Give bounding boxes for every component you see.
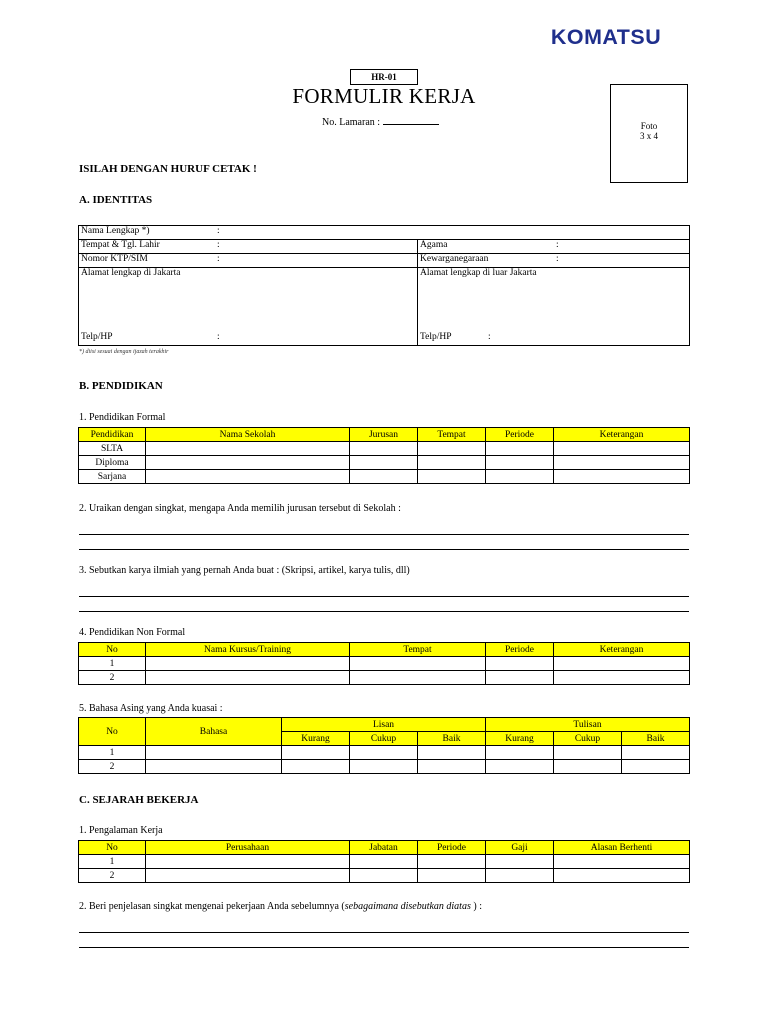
nonformal-header-row (79, 643, 690, 657)
answer-line[interactable] (79, 549, 689, 550)
bahasa-level: Kurang (486, 732, 554, 746)
table-cell[interactable] (486, 470, 554, 484)
bahasa-header-no: No (79, 718, 146, 746)
telp-left-cell[interactable] (79, 332, 418, 346)
nonformal-header: No (79, 643, 146, 657)
pengalaman-header: Alasan Berhenti (554, 841, 690, 855)
bahasa-header-tulisan: Tulisan (486, 718, 690, 732)
agama-label: Agama (420, 240, 448, 250)
table-cell[interactable] (146, 746, 282, 760)
table-cell[interactable] (486, 657, 554, 671)
table-cell[interactable] (350, 442, 418, 456)
photo-label: Foto (640, 121, 658, 131)
pengalaman-header: Gaji (486, 841, 554, 855)
table-cell[interactable] (146, 442, 350, 456)
row-number: 1 (79, 657, 146, 671)
table-cell[interactable] (350, 456, 418, 470)
nonformal-table (78, 642, 690, 685)
table-cell[interactable] (418, 442, 486, 456)
pengalaman-header: Perusahaan (146, 841, 350, 855)
telp-right-cell[interactable] (418, 332, 690, 346)
no-lamaran-field[interactable] (322, 116, 439, 128)
telp-right-label: Telp/HP (420, 332, 452, 342)
table-cell[interactable] (554, 456, 690, 470)
ktp-colon: : (217, 254, 220, 264)
ttl-cell[interactable] (79, 240, 418, 254)
table-cell[interactable] (622, 760, 690, 774)
telp-left-colon: : (217, 332, 220, 342)
table-cell[interactable] (146, 456, 350, 470)
bahasa-level: Cukup (554, 732, 622, 746)
pengalaman-table (78, 840, 690, 883)
table-cell[interactable] (146, 671, 350, 685)
table-row (79, 869, 690, 883)
ttl-label: Tempat & Tgl. Lahir (81, 240, 160, 250)
page-title: FORMULIR KERJA (292, 84, 476, 108)
table-cell[interactable] (554, 746, 622, 760)
answer-line[interactable] (79, 611, 689, 612)
bahasa-header-row (79, 718, 690, 732)
section-sejarah-heading: C. SEJARAH BEKERJA (79, 794, 199, 806)
nama-row[interactable] (79, 226, 690, 240)
identitas-note: *) diisi sesuai dengan ijazah terakhir (79, 349, 169, 355)
bahasa-level: Cukup (350, 732, 418, 746)
section-pendidikan-heading: B. PENDIDIKAN (79, 380, 163, 392)
kewarganegaraan-cell[interactable] (418, 254, 690, 268)
bahasa-header-bahasa: Bahasa (146, 718, 282, 746)
table-row (79, 671, 690, 685)
table-cell[interactable] (486, 869, 554, 883)
table-cell[interactable] (418, 869, 486, 883)
question-pekerjaan-end: ) : (470, 901, 482, 912)
nonformal-header: Tempat (350, 643, 486, 657)
photo-size: 3 x 4 (640, 131, 658, 141)
answer-line[interactable] (79, 534, 689, 535)
row-number: 2 (79, 760, 146, 774)
table-cell[interactable] (146, 657, 350, 671)
ktp-label: Nomor KTP/SIM (81, 254, 148, 264)
bahasa-level: Baik (418, 732, 486, 746)
answer-line[interactable] (79, 932, 689, 933)
table-cell[interactable] (486, 855, 554, 869)
table-cell[interactable] (418, 456, 486, 470)
agama-cell[interactable] (418, 240, 690, 254)
table-cell[interactable] (486, 746, 554, 760)
bahasa-header-lisan: Lisan (282, 718, 486, 732)
bahasa-level: Baik (622, 732, 690, 746)
question-pekerjaan-italic: sebagaimana disebutkan diatas (344, 901, 471, 912)
question-karya-ilmiah: 3. Sebutkan karya ilmiah yang pernah Anda buat : (Skripsi, artikel, karya tulis, dll) (79, 565, 410, 576)
table-row (79, 657, 690, 671)
table-row (79, 855, 690, 869)
formal-title: 1. Pendidikan Formal (79, 412, 166, 423)
table-row (79, 760, 690, 774)
table-cell[interactable] (554, 470, 690, 484)
question-jurusan: 2. Uraikan dengan singkat, mengapa Anda memilih jurusan tersebut di Sekolah : (79, 503, 401, 514)
pengalaman-header: Jabatan (350, 841, 418, 855)
table-cell[interactable] (282, 760, 350, 774)
no-lamaran-label: No. Lamaran : (322, 117, 381, 128)
pengalaman-title: 1. Pengalaman Kerja (79, 825, 163, 836)
formal-header: Keterangan (554, 428, 690, 442)
form-code: HR-01 (350, 69, 418, 85)
table-cell[interactable] (418, 746, 486, 760)
formal-table (78, 427, 690, 484)
identitas-table (78, 225, 690, 346)
table-cell[interactable] (418, 855, 486, 869)
table-cell[interactable] (554, 657, 690, 671)
row-number: 1 (79, 855, 146, 869)
row-number: 2 (79, 869, 146, 883)
table-cell[interactable] (350, 470, 418, 484)
table-cell[interactable] (350, 657, 486, 671)
alamat-luar-label: Alamat lengkap di luar Jakarta (420, 268, 537, 278)
row-number: 1 (79, 746, 146, 760)
table-cell[interactable] (350, 855, 418, 869)
table-cell[interactable] (350, 869, 418, 883)
pengalaman-header: No (79, 841, 146, 855)
table-row (79, 746, 690, 760)
table-cell[interactable] (554, 442, 690, 456)
table-cell[interactable] (486, 442, 554, 456)
table-cell[interactable] (350, 671, 486, 685)
table-cell[interactable] (146, 855, 350, 869)
pengalaman-header-row (79, 841, 690, 855)
agama-colon: : (556, 240, 559, 250)
no-lamaran-line (383, 116, 439, 125)
table-row (79, 470, 690, 484)
table-cell[interactable] (486, 456, 554, 470)
formal-header: Tempat (418, 428, 486, 442)
ktp-cell[interactable] (79, 254, 418, 268)
question-pekerjaan-main: 2. Beri penjelasan singkat mengenai pekerjaan Anda sebelumnya ( (79, 901, 345, 912)
table-cell[interactable] (622, 746, 690, 760)
table-cell[interactable] (554, 671, 690, 685)
section-identitas-heading: A. IDENTITAS (79, 194, 153, 206)
formal-header-row (79, 428, 690, 442)
table-cell[interactable] (146, 470, 350, 484)
ttl-colon: : (217, 240, 220, 250)
pengalaman-header: Periode (418, 841, 486, 855)
formal-header: Pendidikan (79, 428, 146, 442)
nama-colon: : (217, 226, 220, 236)
answer-line[interactable] (79, 947, 689, 948)
formal-row-label: Sarjana (79, 470, 146, 484)
bahasa-title: 5. Bahasa Asing yang Anda kuasai : (79, 703, 223, 714)
table-cell[interactable] (486, 671, 554, 685)
answer-line[interactable] (79, 596, 689, 597)
alamat-jakarta-label: Alamat lengkap di Jakarta (81, 268, 181, 278)
table-cell[interactable] (418, 470, 486, 484)
kewarganegaraan-colon: : (556, 254, 559, 264)
kewarganegaraan-label: Kewarganegaraan (420, 254, 489, 264)
table-cell[interactable] (554, 855, 690, 869)
nonformal-header: Nama Kursus/Training (146, 643, 350, 657)
alamat-luar-cell[interactable] (418, 268, 690, 333)
nonformal-header: Keterangan (554, 643, 690, 657)
table-cell[interactable] (282, 746, 350, 760)
table-cell[interactable] (554, 869, 690, 883)
question-pekerjaan (79, 901, 482, 912)
table-row (79, 456, 690, 470)
bahasa-level: Kurang (282, 732, 350, 746)
formal-row-label: Diploma (79, 456, 146, 470)
telp-left-label: Telp/HP (81, 332, 113, 342)
table-cell[interactable] (146, 760, 282, 774)
table-cell[interactable] (554, 760, 622, 774)
nonformal-header: Periode (486, 643, 554, 657)
formal-header: Periode (486, 428, 554, 442)
photo-box (610, 84, 688, 183)
formal-header: Jurusan (350, 428, 418, 442)
row-number: 2 (79, 671, 146, 685)
telp-right-colon: : (488, 332, 491, 342)
nama-label: Nama Lengkap *) (81, 226, 150, 236)
formal-row-label: SLTA (79, 442, 146, 456)
komatsu-logo: KOMATSU (550, 26, 662, 49)
bahasa-table (78, 717, 690, 774)
formal-header: Nama Sekolah (146, 428, 350, 442)
nonformal-title: 4. Pendidikan Non Formal (79, 627, 186, 638)
table-cell[interactable] (350, 746, 418, 760)
table-row (79, 442, 690, 456)
table-cell[interactable] (486, 760, 554, 774)
instruction-text: ISILAH DENGAN HURUF CETAK ! (79, 163, 257, 175)
table-cell[interactable] (146, 869, 350, 883)
table-cell[interactable] (350, 760, 418, 774)
table-cell[interactable] (418, 760, 486, 774)
alamat-jakarta-cell[interactable] (79, 268, 418, 333)
